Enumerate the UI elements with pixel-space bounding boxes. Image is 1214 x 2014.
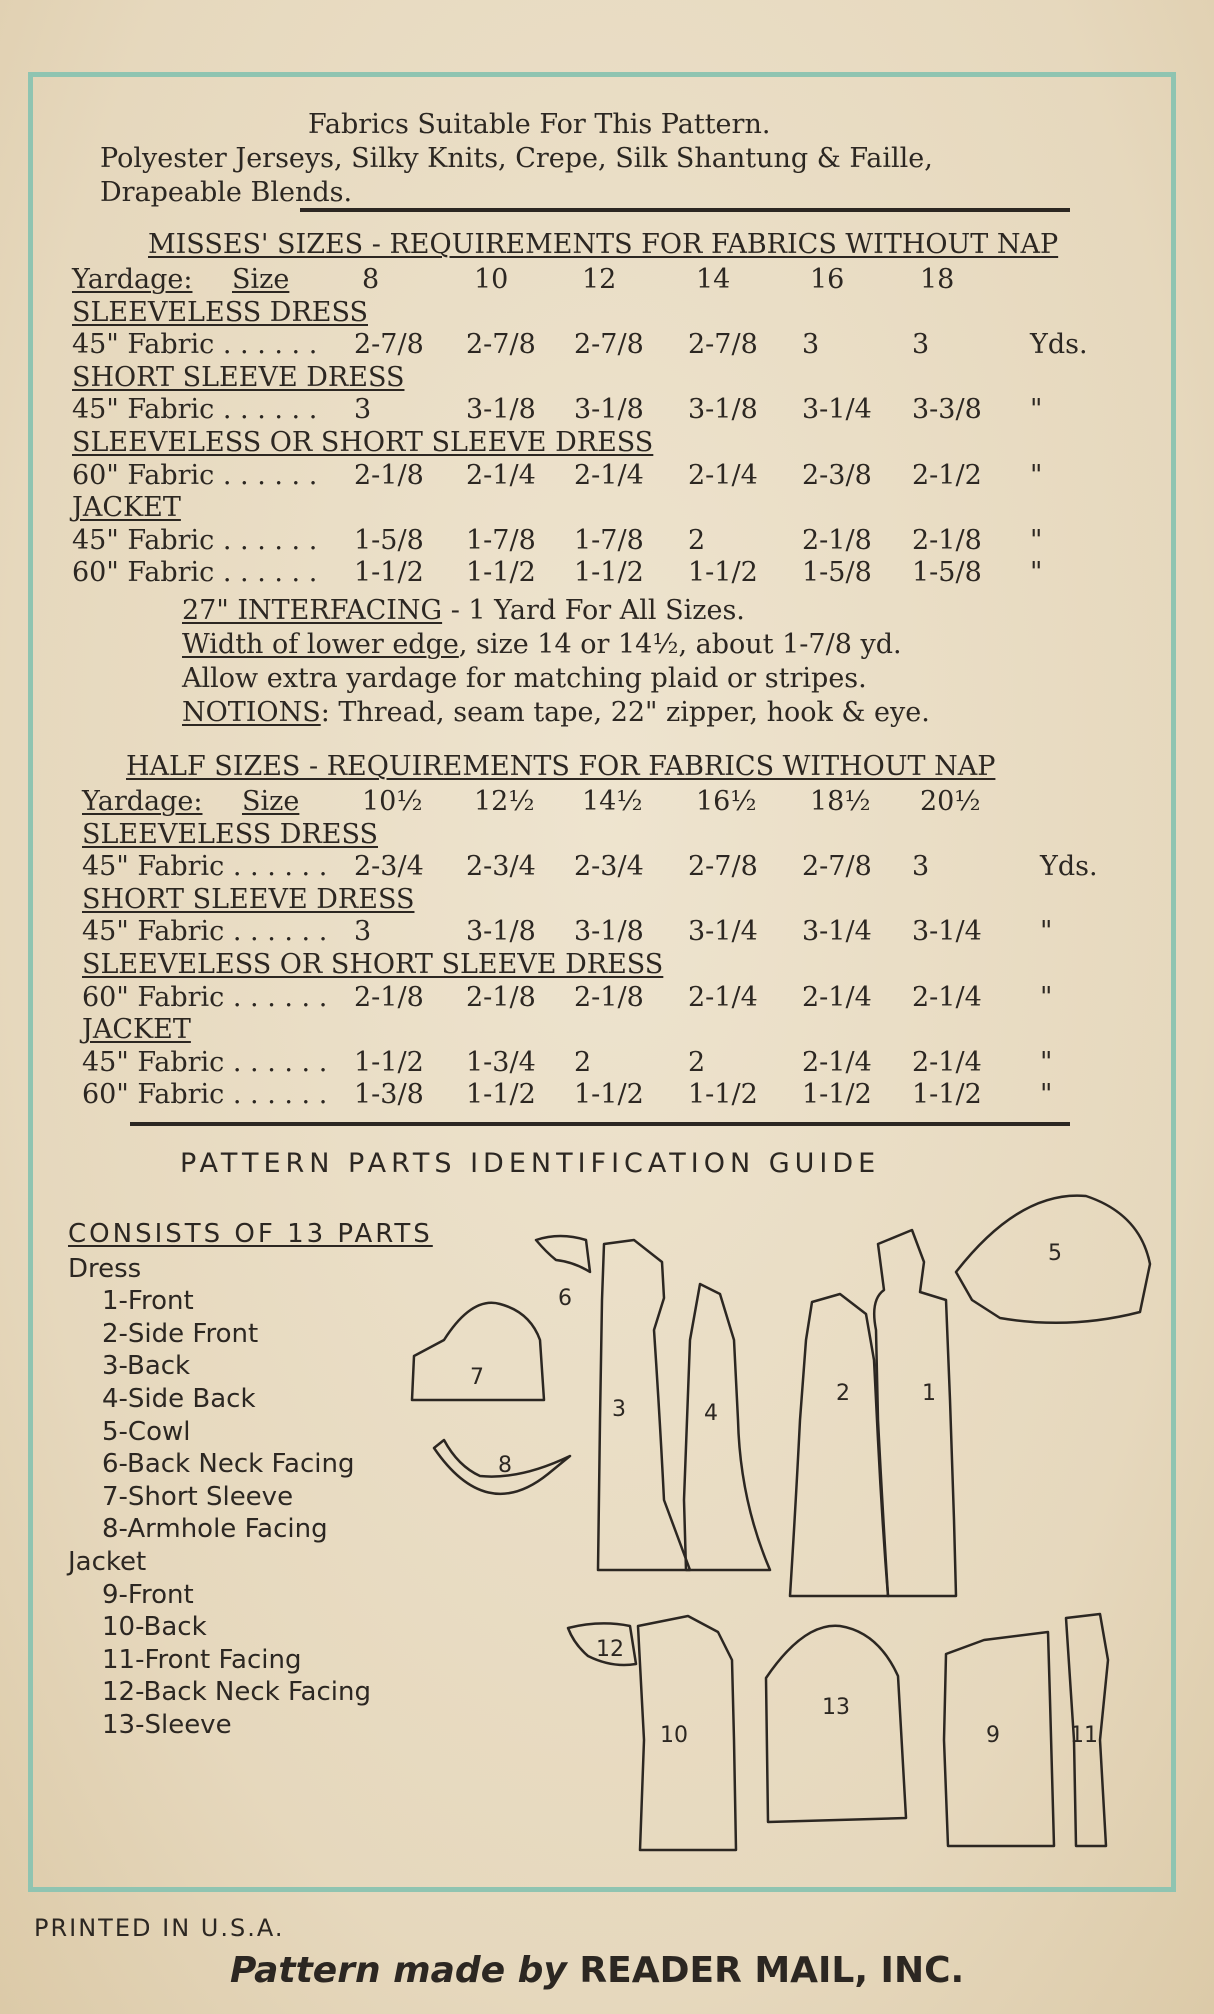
unit-label: " <box>1040 981 1053 1013</box>
unit-label: " <box>1030 557 1043 589</box>
size-2: 12 <box>582 264 617 295</box>
piece-number-3: 3 <box>612 1397 626 1422</box>
yardage-value: 2-1/4 <box>466 459 536 491</box>
list-item: 3-Back <box>102 1351 191 1382</box>
yardage-value: 1-1/2 <box>354 1046 424 1078</box>
unit-label: Yds. <box>1040 851 1098 883</box>
jacket-label: Jacket <box>68 1546 147 1577</box>
fabrics-heading: Fabrics Suitable For This Pattern. <box>308 109 771 140</box>
yardage-value: 1-1/2 <box>466 1079 536 1111</box>
yardage-value: 2-3/4 <box>574 851 644 883</box>
yardage-value: 2-3/4 <box>466 851 536 883</box>
piece-6-back-neck-facing <box>536 1236 590 1272</box>
group-title: SHORT SLEEVE DRESS <box>82 883 415 915</box>
fabric-width-label: 45" Fabric . . . . . . <box>82 916 328 948</box>
list-item: 11-Front Facing <box>102 1644 302 1675</box>
yardage-value: 3 <box>354 916 372 948</box>
yardage-value: 3-1/8 <box>574 916 644 948</box>
yardage-value: 2-1/4 <box>802 981 872 1013</box>
size-0: 8 <box>362 264 380 295</box>
fabric-width-label: 45" Fabric . . . . . . <box>82 1046 328 1078</box>
unit-label: " <box>1030 394 1043 426</box>
misses-heading: MISSES' SIZES - REQUIREMENTS FOR FABRICS WITHOUT NAP <box>148 229 1059 260</box>
yardage-value: 2 <box>688 524 706 556</box>
piece-number-13: 13 <box>822 1695 850 1720</box>
yardage-value: 2-7/8 <box>466 329 536 361</box>
yardage-value: 1-1/2 <box>688 1079 758 1111</box>
yardage-value: 3-1/4 <box>688 916 758 948</box>
interfacing-text: - 1 Yard For All Sizes. <box>442 595 745 626</box>
piece-1-front <box>874 1230 956 1596</box>
list-item: 4-Side Back <box>102 1383 256 1414</box>
yardage-value: 3-1/8 <box>688 394 758 426</box>
yardage-value: 1-5/8 <box>354 524 424 556</box>
group-title: SLEEVELESS OR SHORT SLEEVE DRESS <box>72 427 654 458</box>
notions-text: : Thread, seam tape, 22" zipper, hook & eye. <box>320 697 930 728</box>
yardage-value: 3-1/4 <box>802 394 872 426</box>
fabrics-line-2: Drapeable Blends. <box>100 177 353 208</box>
yardage-value: 3-3/8 <box>912 394 982 426</box>
size-1: 10 <box>474 264 509 295</box>
yardage-value: 3 <box>802 329 820 361</box>
size-4: 16 <box>810 264 845 295</box>
piece-number-10: 10 <box>660 1723 688 1748</box>
list-item: 12-Back Neck Facing <box>102 1677 371 1708</box>
yardage-value: 2-7/8 <box>574 329 644 361</box>
yardage-value: 1-7/8 <box>466 524 536 556</box>
half-sizes-heading: HALF SIZES - REQUIREMENTS FOR FABRICS WITHOUT NAP <box>126 751 996 782</box>
yardage-value: 1-1/2 <box>466 557 536 589</box>
yardage-value: 2-1/4 <box>912 981 982 1013</box>
group-title: JACKET <box>72 492 181 524</box>
yardage-value: 1-3/4 <box>466 1046 536 1078</box>
piece-number-4: 4 <box>704 1401 718 1426</box>
list-item: 6-Back Neck Facing <box>102 1449 355 1480</box>
yardage-value: 1-3/8 <box>354 1079 424 1111</box>
yardage-value: 2-7/8 <box>688 851 758 883</box>
yardage-value: 2-1/8 <box>354 981 424 1013</box>
size-2: 14½ <box>582 786 643 817</box>
yardage-value: 2-7/8 <box>354 329 424 361</box>
yardage-value: 3-1/8 <box>574 394 644 426</box>
list-item: 13-Sleeve <box>102 1709 232 1740</box>
piece-number-6: 6 <box>558 1286 572 1311</box>
maker-name: READER MAIL, INC. <box>566 1950 965 1991</box>
yardage-value: 2-3/4 <box>354 851 424 883</box>
unit-label: " <box>1030 524 1043 556</box>
unit-label: " <box>1030 459 1043 491</box>
yardage-value: 3-1/4 <box>912 916 982 948</box>
piece-number-7: 7 <box>470 1365 484 1390</box>
list-item: 5-Cowl <box>102 1416 191 1447</box>
yardage-value: 2-1/8 <box>466 981 536 1013</box>
yardage-label: Yardage: <box>72 264 193 295</box>
fabrics-line-1: Polyester Jerseys, Silky Knits, Crepe, Silk Shantung & Faille, <box>100 143 933 174</box>
list-item: 2-Side Front <box>102 1318 259 1349</box>
size-3: 16½ <box>696 786 757 817</box>
yardage-value: 2-7/8 <box>688 329 758 361</box>
fabric-width-label: 45" Fabric . . . . . . <box>72 329 318 361</box>
yardage-value: 3 <box>912 851 930 883</box>
fabric-width-label: 60" Fabric . . . . . . <box>72 459 318 491</box>
yardage-value: 1-1/2 <box>912 1079 982 1111</box>
yardage-value: 2-1/8 <box>574 981 644 1013</box>
yardage-value: 2-7/8 <box>802 851 872 883</box>
fabric-width-label: 60" Fabric . . . . . . <box>72 557 318 589</box>
size-4: 18½ <box>810 786 871 817</box>
yardage-value: 2-1/4 <box>912 1046 982 1078</box>
yardage-value: 3-1/8 <box>466 394 536 426</box>
fabric-width-label: 60" Fabric . . . . . . <box>82 981 328 1013</box>
unit-label: " <box>1040 1046 1053 1078</box>
yardage-value: 2-1/8 <box>802 524 872 556</box>
list-item: 7-Short Sleeve <box>102 1481 294 1512</box>
yardage-value: 1-5/8 <box>802 557 872 589</box>
piece-number-12: 12 <box>596 1637 624 1662</box>
maker-credit <box>230 1950 964 1991</box>
size-1: 12½ <box>474 786 535 817</box>
fabric-width-label: 45" Fabric . . . . . . <box>72 524 318 556</box>
yardage-value: 2-1/4 <box>574 459 644 491</box>
size-3: 14 <box>696 264 731 295</box>
dress-label: Dress <box>68 1253 142 1284</box>
guide-title: PATTERN PARTS IDENTIFICATION GUIDE <box>180 1148 881 1179</box>
yardage-label: Yardage: <box>82 786 203 817</box>
printed-in-usa: PRINTED IN U.S.A. <box>34 1914 285 1942</box>
fabric-width-label: 45" Fabric . . . . . . <box>72 394 318 426</box>
piece-number-11: 11 <box>1070 1723 1098 1748</box>
piece-number-1: 1 <box>922 1381 936 1406</box>
notions-label: NOTIONS <box>182 697 321 728</box>
fabric-width-label: 60" Fabric . . . . . . <box>82 1079 328 1111</box>
size-5: 18 <box>920 264 955 295</box>
group-title: SLEEVELESS DRESS <box>72 296 368 328</box>
unit-label: Yds. <box>1030 329 1088 361</box>
yardage-value: 1-7/8 <box>574 524 644 556</box>
yardage-value: 1-1/2 <box>574 557 644 589</box>
size-label: Size <box>232 264 290 295</box>
piece-13-sleeve <box>766 1626 906 1822</box>
fabric-width-label: 45" Fabric . . . . . . <box>82 851 328 883</box>
list-item: 8-Armhole Facing <box>102 1514 328 1545</box>
group-title: SHORT SLEEVE DRESS <box>72 361 405 393</box>
yardage-value: 3 <box>354 394 372 426</box>
maker-italic: Pattern made by <box>230 1950 567 1991</box>
group-title: SLEEVELESS OR SHORT SLEEVE DRESS <box>82 949 664 980</box>
list-item: 9-Front <box>102 1579 194 1610</box>
consists-heading: CONSISTS OF 13 PARTS <box>68 1219 433 1249</box>
yardage-value: 3-1/4 <box>802 916 872 948</box>
yardage-value: 2-1/8 <box>912 524 982 556</box>
group-title: SLEEVELESS DRESS <box>82 818 378 850</box>
yardage-value: 2-1/4 <box>688 459 758 491</box>
piece-number-8: 8 <box>498 1453 512 1478</box>
interfacing-label: 27" INTERFACING <box>182 595 443 626</box>
size-0: 10½ <box>362 786 423 817</box>
yardage-value: 2-1/2 <box>912 459 982 491</box>
yardage-value: 1-1/2 <box>802 1079 872 1111</box>
yardage-value: 2-1/4 <box>802 1046 872 1078</box>
yardage-value: 1-1/2 <box>688 557 758 589</box>
piece-number-5: 5 <box>1048 1241 1062 1266</box>
unit-label: " <box>1040 916 1053 948</box>
unit-label: " <box>1040 1079 1053 1111</box>
piece-number-2: 2 <box>836 1381 850 1406</box>
yardage-value: 2-1/8 <box>354 459 424 491</box>
yardage-value: 3-1/8 <box>466 916 536 948</box>
yardage-value: 1-1/2 <box>574 1079 644 1111</box>
list-item: 10-Back <box>102 1612 207 1643</box>
yardage-value: 1-1/2 <box>354 557 424 589</box>
piece-4-side-back <box>684 1284 770 1570</box>
yardage-value: 2 <box>688 1046 706 1078</box>
allow-note: Allow extra yardage for matching plaid or stripes. <box>182 663 867 694</box>
size-label: Size <box>242 786 300 817</box>
yardage-value: 3 <box>912 329 930 361</box>
piece-number-9: 9 <box>986 1723 1000 1748</box>
yardage-value: 1-5/8 <box>912 557 982 589</box>
group-title: JACKET <box>82 1014 191 1046</box>
list-item: 1-Front <box>102 1286 194 1317</box>
yardage-value: 2 <box>574 1046 592 1078</box>
lower-edge-label: Width of lower edge <box>182 629 459 660</box>
size-5: 20½ <box>920 786 981 817</box>
lower-edge-text: , size 14 or 14½, about 1-7/8 yd. <box>458 629 902 660</box>
piece-2-side-front <box>790 1294 888 1596</box>
yardage-value: 2-3/8 <box>802 459 872 491</box>
yardage-value: 2-1/4 <box>688 981 758 1013</box>
